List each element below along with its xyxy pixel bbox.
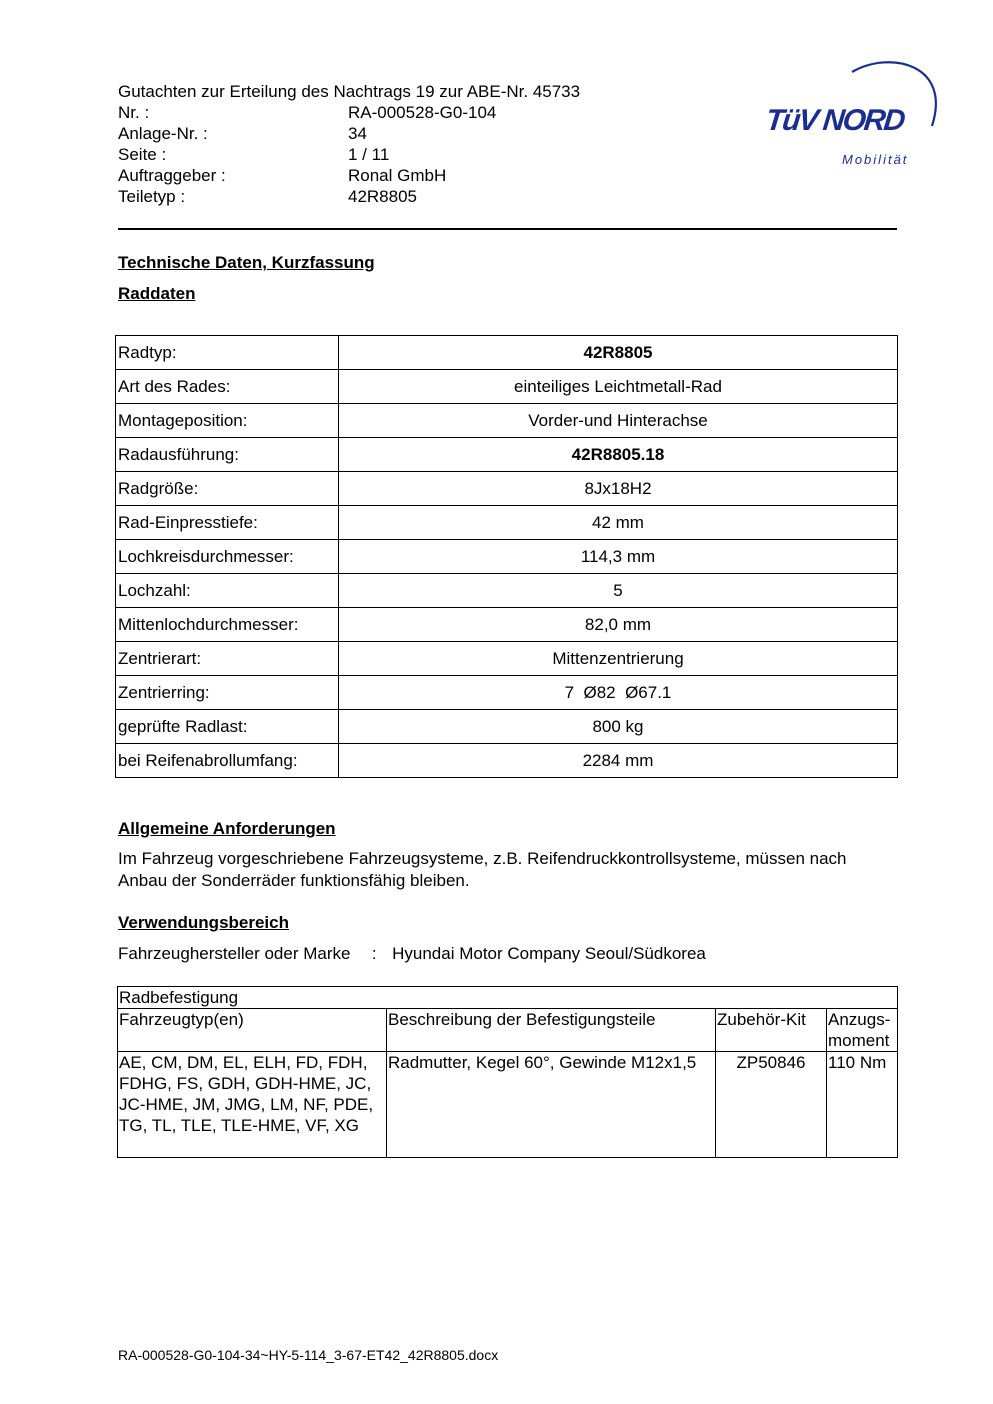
row-label: Radausführung: — [116, 438, 339, 472]
header-row-auftraggeber — [118, 165, 638, 186]
header-value: 34 — [348, 124, 367, 143]
row-value: einteiliges Leichtmetall-Rad — [339, 370, 898, 404]
column-header: Anzugs- moment — [827, 1009, 898, 1052]
table-row — [118, 1052, 898, 1158]
row-value: 42R8805.18 — [339, 438, 898, 472]
section-heading-tech-data: Technische Daten, Kurzfassung — [118, 253, 375, 272]
description-cell: Radmutter, Kegel 60°, Gewinde M12x1,5 — [387, 1052, 716, 1158]
table-row — [116, 574, 898, 608]
column-header: Beschreibung der Befestigungsteile — [387, 1009, 716, 1052]
row-label: Lochkreisdurchmesser: — [116, 540, 339, 574]
header-row-teiletyp — [118, 186, 638, 207]
header-label: Teiletyp : — [118, 187, 186, 206]
table-row — [116, 472, 898, 506]
row-value: 42 mm — [339, 506, 898, 540]
section-heading-verwendung: Verwendungsbereich — [118, 913, 289, 932]
table-row — [116, 404, 898, 438]
row-value: 8Jx18H2 — [339, 472, 898, 506]
table-row — [116, 642, 898, 676]
header-divider — [118, 228, 897, 230]
row-value: 7 Ø82 Ø67.1 — [339, 676, 898, 710]
kit-cell: ZP50846 — [716, 1052, 827, 1158]
row-label: Mittenlochdurchmesser: — [116, 608, 339, 642]
row-value: 82,0 mm — [339, 608, 898, 642]
header-value: Ronal GmbH — [348, 166, 447, 185]
header-label: Anlage-Nr. : — [118, 124, 208, 143]
footer-filename: RA-000528-G0-104-34~HY-5-114_3-67-ET42_42R8805.docx — [118, 1347, 499, 1363]
row-label: bei Reifenabrollumfang: — [116, 744, 339, 778]
header-row-nr — [118, 102, 638, 123]
logo-sub-text: Mobilität — [842, 152, 909, 167]
row-value: 42R8805 — [339, 336, 898, 370]
header-label: Nr. : — [118, 103, 150, 122]
header-label: Auftraggeber : — [118, 166, 226, 185]
row-label: Radgröße: — [116, 472, 339, 506]
document-title: Gutachten zur Erteilung des Nachtrags 19 zur ABE-Nr. 45733 — [118, 82, 581, 101]
table-row — [116, 438, 898, 472]
wheel-data-table — [115, 335, 898, 778]
header-value: 1 / 11 — [348, 145, 390, 164]
section-heading-raddaten: Raddaten — [118, 284, 196, 303]
table-header-row — [118, 1009, 898, 1052]
row-value: 114,3 mm — [339, 540, 898, 574]
section-heading-allgemeine: Allgemeine Anforderungen — [118, 819, 336, 838]
allgemeine-paragraph: Im Fahrzeug vorgeschriebene Fahrzeugsysteme, z.B. Reifendruckkontrollsysteme, müssen nach Anbau der Sonderräder funktionsfähig bleiben. — [118, 849, 847, 890]
row-value: Mittenzentrierung — [339, 642, 898, 676]
row-label: Montageposition: — [116, 404, 339, 438]
row-value: Vorder-und Hinterachse — [339, 404, 898, 438]
table-row — [116, 336, 898, 370]
row-label: geprüfte Radlast: — [116, 710, 339, 744]
logo-brand-text: TüV NORD — [764, 104, 906, 137]
manufacturer-line — [118, 943, 706, 965]
table-row — [116, 608, 898, 642]
row-label: Rad-Einpresstiefe: — [116, 506, 339, 540]
table-row — [116, 506, 898, 540]
row-label: Zentrierring: — [116, 676, 339, 710]
row-label: Radtyp: — [116, 336, 339, 370]
manufacturer-separator: : — [371, 944, 377, 963]
row-label: Lochzahl: — [116, 574, 339, 608]
table-row — [116, 744, 898, 778]
header-row-seite — [118, 144, 638, 165]
header-label: Seite : — [118, 145, 167, 164]
row-label: Art des Rades: — [116, 370, 339, 404]
table-row — [116, 540, 898, 574]
header-value: RA-000528-G0-104 — [348, 103, 497, 122]
torque-cell: 110 Nm — [827, 1052, 898, 1158]
tuv-nord-logo — [760, 56, 950, 176]
table-row — [116, 676, 898, 710]
manufacturer-value: Hyundai Motor Company Seoul/Südkorea — [392, 944, 706, 963]
vehicle-types-cell: AE, CM, DM, EL, ELH, FD, FDH, FDHG, FS, GDH, GDH-HME, JC, JC-HME, JM, JMG, LM, NF, PDE, TG, TL, TLE, TLE-HME, VF, XG — [118, 1052, 387, 1158]
row-value: 5 — [339, 574, 898, 608]
row-value: 2284 mm — [339, 744, 898, 778]
mounting-table — [117, 986, 898, 1158]
table-caption-row — [118, 987, 898, 1009]
row-value: 800 kg — [339, 710, 898, 744]
row-label: Zentrierart: — [116, 642, 339, 676]
header-value: 42R8805 — [348, 187, 418, 206]
header-row-anlage — [118, 123, 638, 144]
manufacturer-label: Fahrzeughersteller oder Marke — [118, 944, 351, 963]
table-row — [116, 370, 898, 404]
column-header: Zubehör-Kit — [716, 1009, 827, 1052]
table-caption: Radbefestigung — [118, 987, 898, 1009]
column-header: Fahrzeugtyp(en) — [118, 1009, 387, 1052]
table-row — [116, 710, 898, 744]
